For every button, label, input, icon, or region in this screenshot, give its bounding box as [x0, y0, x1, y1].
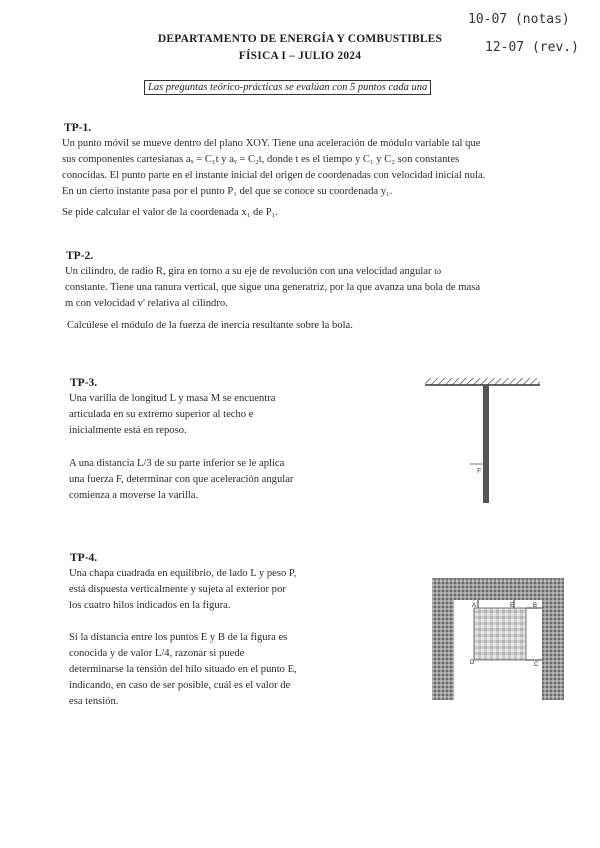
instruction-box: Las preguntas teórico-prácticas se evalúan con 5 puntos cada una — [144, 80, 431, 95]
tp3-figure — [415, 372, 555, 512]
tp2-line: m con velocidad v' relativa al cilindro. — [65, 298, 228, 309]
tp4-line: está dispuesta verticalmente y sujeta al exterior por — [69, 584, 286, 595]
tp1-line: Un punto móvil se mueve dentro del plano XOY. Tiene una aceleración de módulo variable tal que — [62, 138, 481, 149]
tp1-title: TP-1. — [64, 122, 92, 134]
handwritten-note-1: 10-07 (notas) — [468, 12, 570, 27]
tp3-line: comienza a moverse la varilla. — [69, 490, 199, 501]
tp2-title: TP-2. — [66, 250, 94, 262]
tp3-line: Una varilla de longitud L y masa M se encuentra — [69, 393, 276, 404]
tp1-statement — [62, 136, 552, 200]
square-plate — [474, 608, 526, 660]
tp3-line: inicialmente está en reposo. — [69, 425, 187, 436]
tp4-line: los cuatro hilos indicados en la figura. — [69, 600, 231, 611]
tp3-statement — [69, 391, 339, 439]
tp3-line: A una distancia L/3 de su parte inferior se le aplica — [69, 458, 285, 469]
tp4-line: determinarse la tensión del hilo situado en el punto E, — [69, 664, 297, 675]
tp4-statement — [69, 566, 344, 614]
label-b: B — [533, 603, 538, 609]
label-d: D — [470, 660, 475, 666]
tp4-line: esa tensión. — [69, 696, 119, 707]
course-title: FÍSICA I – JULIO 2024 — [238, 50, 362, 62]
force-label: F — [477, 468, 482, 475]
handwritten-note-2: 12-07 (rev.) — [485, 40, 579, 55]
rod — [483, 385, 489, 503]
ceiling-hatch — [425, 378, 540, 385]
tp3-line: articulada en su extremo superior al techo e — [69, 409, 254, 420]
tp1-ask: Se pide calcular el valor de la coordenada x₁ de P₁. — [62, 207, 278, 218]
tp4-line: Si la distancia entre los puntos E y B de la figura es — [69, 632, 288, 643]
tp4-line: Una chapa cuadrada en equilibrio, de lado L y peso P, — [69, 568, 297, 579]
tp1-line: conocidas. El punto parte en el instante inicial del origen de coordenadas con velocidad inicial nula. — [62, 170, 486, 181]
label-c: C — [534, 662, 539, 668]
tp4-title: TP-4. — [70, 552, 98, 564]
tp3-title: TP-3. — [70, 377, 98, 389]
tp1-line: sus componentes cartesianas aₓ = C₁t y aᵧ = C₂t, donde t es el tiempo y C₁ y C₂ son constantes — [62, 154, 460, 165]
tp4-line: indicando, en caso de ser posible, cuál es el valor de — [69, 680, 291, 691]
label-e: E — [510, 603, 515, 609]
tp2-ask: Calcúlese el módulo de la fuerza de inercia resultante sobre la bola. — [67, 320, 353, 331]
left-support — [432, 578, 454, 700]
label-a: A — [472, 603, 477, 609]
tp3-statement-2 — [69, 456, 339, 504]
tp2-line: Un cilindro, de radio R, gira en torno a su eje de revolución con una velocidad angular ω — [65, 266, 442, 277]
tp2-statement — [65, 264, 555, 312]
tp2-line: constante. Tiene una ranura vertical, que sigue una generatriz, por la que avanza una bola de masa — [65, 282, 481, 293]
right-support — [542, 578, 564, 700]
tp4-figure — [430, 574, 570, 704]
tp1-line: En un cierto instante pasa por el punto P₁ del que se conoce su coordenada y₁. — [62, 186, 393, 197]
department-title: DEPARTAMENTO DE ENERGÍA Y COMBUSTIBLES — [157, 33, 443, 45]
tp3-line: una fuerza F, determinar con que aceleración angular — [69, 474, 294, 485]
tp4-line: conocida y de valor L/4, razonar si puede — [69, 648, 245, 659]
tp4-statement-2 — [69, 630, 344, 710]
